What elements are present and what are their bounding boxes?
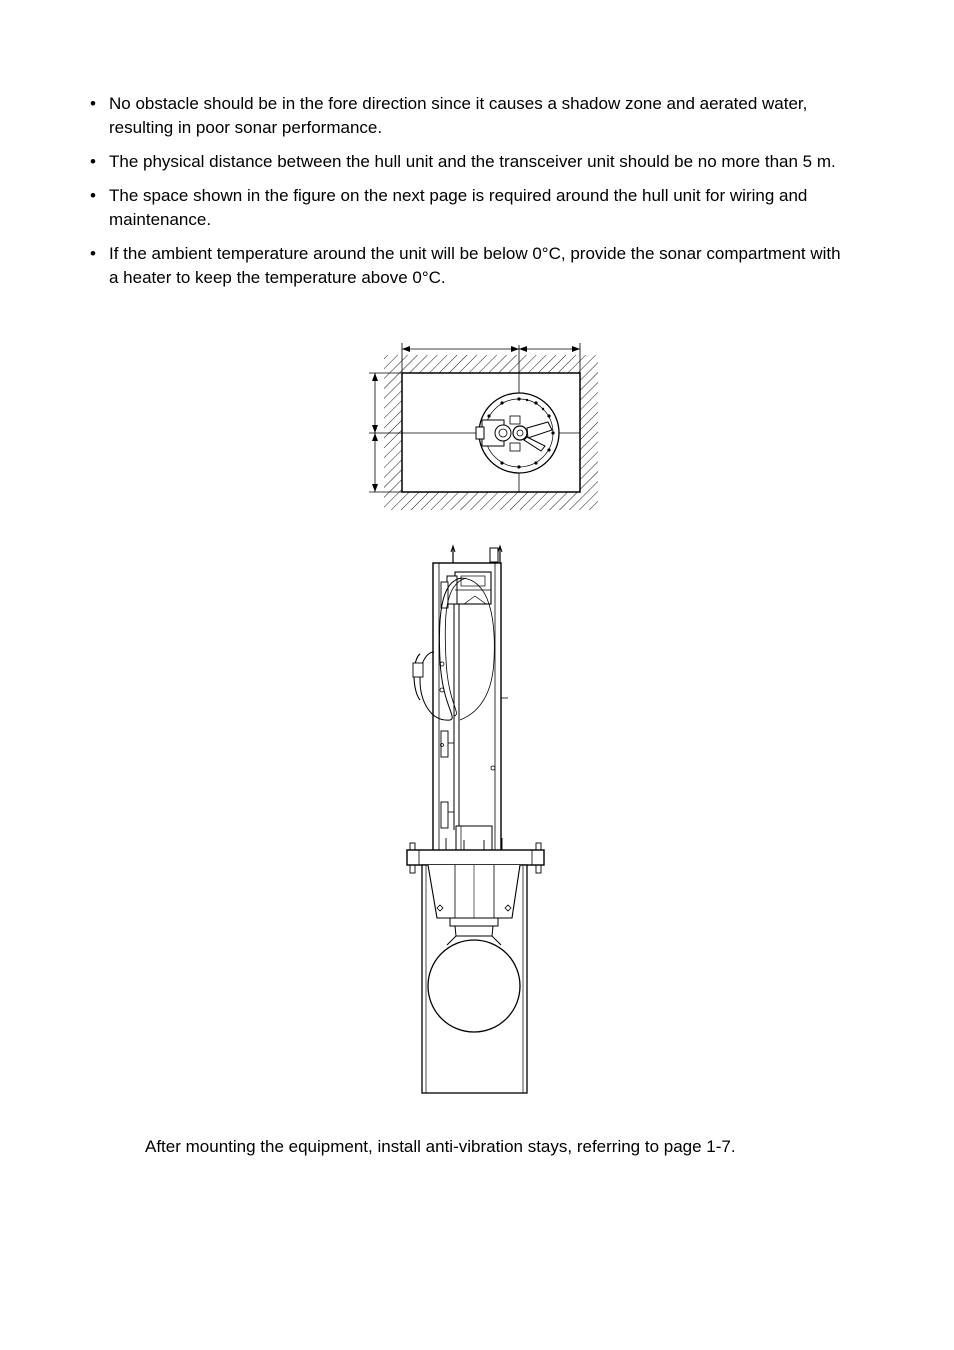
bullet-text: The physical distance between the hull unit and the transceiver unit should be no more than 5 m. xyxy=(109,152,836,171)
hull-unit-side-view-icon xyxy=(407,546,544,1093)
bullet-dot: • xyxy=(90,186,96,205)
bullet-list xyxy=(90,92,850,300)
bullet-item xyxy=(90,184,850,232)
bullet-item xyxy=(90,150,850,174)
bullet-text: If the ambient temperature around the unit will be below 0°C, provide the sonar compartment with a heater to keep the temperature above 0°C. xyxy=(109,244,841,287)
hull-unit-figure xyxy=(0,330,954,1110)
bullet-text: No obstacle should be in the fore direction since it causes a shadow zone and aerated water, resulting in poor sonar performance. xyxy=(109,94,808,137)
bullet-dot: • xyxy=(90,152,96,171)
bullet-item xyxy=(90,92,850,140)
hull-unit-top-view-icon xyxy=(369,343,598,510)
bullet-text: The space shown in the figure on the next page is required around the hull unit for wiring and maintenance. xyxy=(109,186,808,229)
bullet-dot: • xyxy=(90,244,96,263)
bullet-item xyxy=(90,242,850,290)
caption: After mounting the equipment, install anti-vibration stays, referring to page 1-7. xyxy=(145,1137,736,1156)
bullet-dot: • xyxy=(90,94,96,113)
